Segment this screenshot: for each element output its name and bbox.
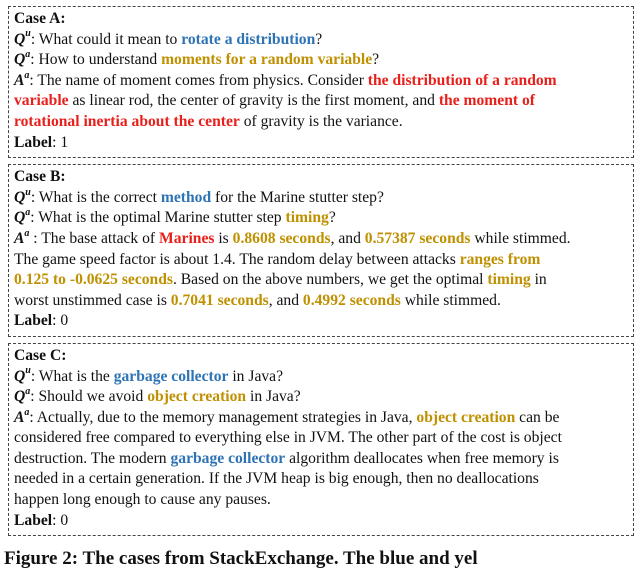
q-a-symbol: $Q^a$ xyxy=(14,49,31,69)
case-a-label: Label: 1 xyxy=(14,133,69,151)
highlight-gold: 0.4992 seconds xyxy=(302,291,401,309)
highlight-gold: timing xyxy=(487,271,531,289)
q-u-symbol: $Q^u$ xyxy=(14,186,31,206)
case-c-label: Label: 0 xyxy=(14,511,69,529)
case-b-box xyxy=(8,164,634,337)
case-c-user-question: $Q^u$: What is the garbage collector in Java? xyxy=(14,365,284,385)
q-u-symbol: $Q^u$ xyxy=(14,365,31,385)
highlight-red: rotational inertia about the center xyxy=(14,112,240,130)
q-a-symbol: $Q^a$ xyxy=(14,207,31,227)
highlight-red: the distribution of a random xyxy=(367,71,557,89)
highlight-gold: object creation xyxy=(416,408,516,426)
highlight-red: variable xyxy=(14,92,69,110)
case-a-user-question: $Q^u$: What could it mean to rotate a distribution? xyxy=(14,28,323,48)
highlight-blue: garbage collector xyxy=(170,449,286,467)
highlight-gold: moments for a random variable xyxy=(161,51,373,69)
highlight-red: the moment of xyxy=(438,92,535,110)
highlight-blue: method xyxy=(160,188,212,206)
case-a-archived-question: $Q^a$: How to understand moments for a random variable? xyxy=(14,49,380,69)
q-u-symbol: $Q^u$ xyxy=(14,28,31,48)
case-a-answer: $A^a$: The name of moment comes from physics. Consider the distribution of a random variable as linear rod, the center of gravity is the first moment, and the moment of rotational inertia about the center of gravity is the variance. xyxy=(14,69,557,130)
case-b-archived-question: $Q^a$: What is the optimal Marine stutter step timing? xyxy=(14,207,336,227)
case-c-box xyxy=(8,343,634,536)
a-a-symbol: $A^a$ xyxy=(14,227,30,247)
case-c-archived-question: $Q^a$: Should we avoid object creation in Java? xyxy=(14,385,301,406)
q-a-symbol: $Q^a$ xyxy=(14,385,31,406)
highlight-blue: garbage collector xyxy=(113,367,229,385)
case-a-box xyxy=(8,6,634,158)
case-b-answer: $A^a$ : The base attack of Marines is 0.8608 seconds, and 0.57387 seconds while stimmed. The game speed factor is about 1.4. The random delay between attacks ranges from 0.125 to -0.0625 seconds. Based on the above numbers, we get the optimal timing in worst unstimmed case is 0.7041 seconds, and 0.4992 seconds while stimmed. xyxy=(14,227,571,309)
highlight-gold: 0.7041 seconds xyxy=(170,291,269,309)
highlight-gold: timing xyxy=(285,209,329,227)
case-b-label: Label: 0 xyxy=(14,312,69,330)
highlight-gold: ranges from xyxy=(459,250,541,268)
case-a-title: Case A: xyxy=(14,10,66,27)
a-a-symbol: $A^a$ xyxy=(14,69,30,89)
case-b-title: Case B: xyxy=(14,168,66,186)
highlight-blue: rotate a distribution xyxy=(181,30,316,48)
highlight-gold: 0.8608 seconds xyxy=(232,229,331,247)
a-a-symbol: $A^a$ xyxy=(14,406,30,426)
case-b-user-question: $Q^u$: What is the correct method for the Marine stutter step? xyxy=(14,186,384,206)
case-c-answer: $A^a$: Actually, due to the memory management strategies in Java, object creation can be considered free compared to everything else in JVM. The other part of the cost is object destruction. The modern garbage collector algorithm deallocates when free memory is needed in a certain generation. If the JVM heap is big enough, then no deallocations happen long enough to cause any pauses. xyxy=(14,406,562,509)
highlight-gold: 0.57387 seconds xyxy=(364,229,471,247)
cases-figure xyxy=(8,6,634,536)
highlight-red: Marines xyxy=(159,229,215,247)
case-c-title: Case C: xyxy=(14,346,67,364)
figure-caption: Figure 2: The cases from StackExchange. The blue and yel xyxy=(4,548,478,569)
highlight-gold: object creation xyxy=(147,388,247,406)
highlight-gold: 0.125 to -0.0625 seconds xyxy=(14,271,173,289)
